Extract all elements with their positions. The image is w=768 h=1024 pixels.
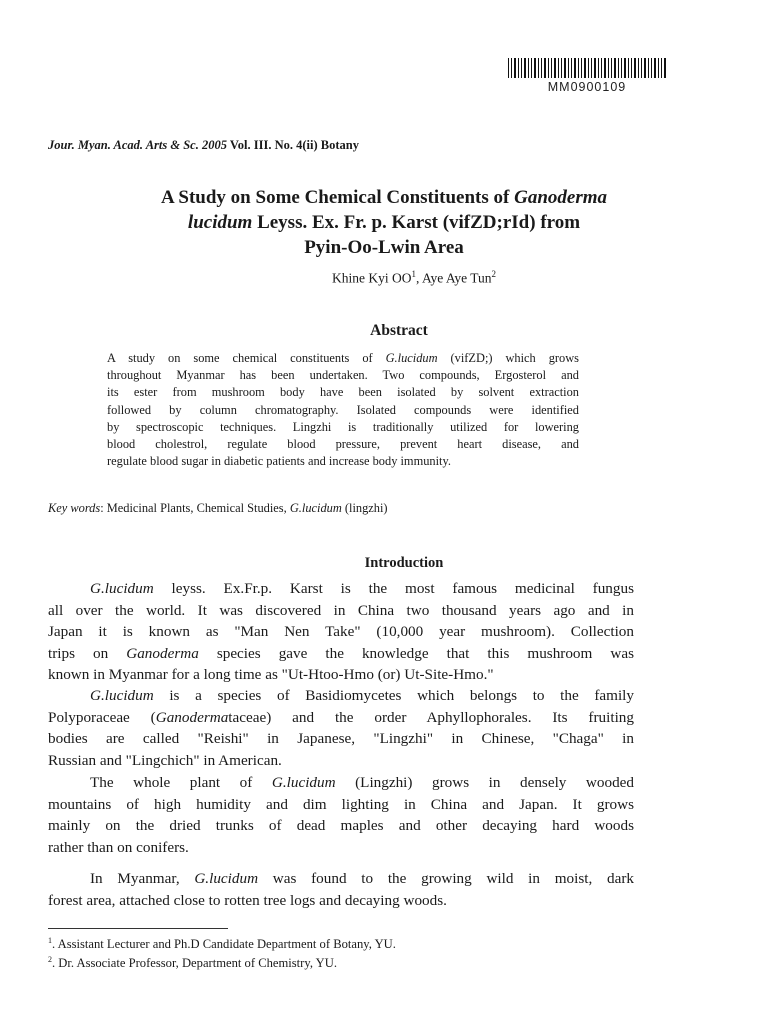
barcode-bar — [574, 58, 576, 78]
barcode — [508, 58, 666, 78]
intro-paragraph-3 — [48, 772, 634, 858]
author-2: Aye Aye Tun — [421, 270, 492, 286]
author-separator: , — [415, 270, 422, 286]
barcode-bar — [614, 58, 616, 78]
barcode-bar — [564, 58, 566, 78]
journal-name: Jour. Myan. Acad. Arts & Sc. 2005 — [48, 138, 227, 152]
footnote-divider — [48, 928, 228, 929]
keywords-label: Key words — [48, 501, 101, 515]
paragraph-line: known in Myanmar for a long time as "Ut-Htoo-Hmo (or) Ut-Site-Hmo." — [48, 666, 494, 683]
paragraph-line: The whole plant of G.lucidum (Lingzhi) grows in densely wooded — [90, 774, 634, 791]
keywords — [48, 501, 388, 516]
abstract-body — [107, 350, 579, 470]
intro-paragraph-4 — [48, 868, 634, 911]
author-2-mark: 2 — [491, 269, 497, 279]
barcode-bar — [628, 58, 629, 78]
title-species: lucidum — [187, 212, 253, 233]
paragraph-line: all over the world. It was discovered in China two thousand years ago and in — [48, 601, 634, 619]
barcode-bar — [644, 58, 646, 78]
abstract-line: A study on some chemical constituents of G.lucidum (vifZD;) which grows — [107, 351, 579, 365]
barcode-bar — [618, 58, 619, 78]
intro-paragraph-2 — [48, 685, 634, 771]
barcode-bar — [664, 58, 666, 78]
barcode-bar — [578, 58, 579, 78]
barcode-bar — [641, 58, 642, 78]
barcode-bar — [621, 58, 622, 78]
barcode-bar — [558, 58, 559, 78]
abstract-line: blood cholestrol, regulate blood pressure, prevent heart disease, and — [107, 437, 579, 452]
title-part2: Leyss. Ex. Fr. p. Karst (vifZD;rId) from — [252, 212, 581, 233]
barcode-label: MM0900109 — [547, 80, 627, 94]
paragraph-line: G.lucidum leyss. Ex.Fr.p. Karst is the most famous medicinal fungus — [90, 580, 634, 597]
barcode-bar — [551, 58, 552, 78]
abstract-line: regulate blood sugar in diabetic patients and increase body immunity. — [107, 454, 451, 469]
barcode-bar — [651, 58, 652, 78]
barcode-bar — [601, 58, 602, 78]
barcode-bar — [531, 58, 532, 78]
paragraph-line: mountains of high humidity and dim lighting in China and Japan. It grows — [48, 795, 634, 813]
paragraph-line: trips on Ganoderma species gave the knowledge that this mushroom was — [48, 644, 634, 662]
journal-citation — [48, 138, 359, 153]
barcode-bar — [591, 58, 592, 78]
barcode-bar — [554, 58, 556, 78]
introduction-heading: Introduction — [364, 555, 444, 571]
footnote-2 — [48, 955, 337, 971]
barcode-bar — [654, 58, 656, 78]
barcode-bar — [524, 58, 526, 78]
barcode-bar — [598, 58, 599, 78]
paragraph-line: In Myanmar, G.lucidum was found to the growing wild in moist, dark — [90, 870, 634, 887]
barcode-bar — [588, 58, 589, 78]
paragraph-line: Russian and "Lingchich" in American. — [48, 751, 282, 769]
barcode-bar — [648, 58, 649, 78]
barcode-bar — [534, 58, 536, 78]
barcode-bar — [638, 58, 639, 78]
author-1-mark: 1 — [411, 269, 416, 279]
barcode-bar — [661, 58, 662, 78]
intro-paragraph-1 — [48, 578, 634, 686]
footnote-2-text: . Dr. Associate Professor, Department of Chemistry, YU. — [52, 956, 338, 971]
barcode-bar — [568, 58, 569, 78]
barcode-bar — [594, 58, 596, 78]
barcode-bar — [624, 58, 626, 78]
title-genus: Ganoderma — [514, 187, 608, 208]
paragraph-line: forest area, attached close to rotten tree logs and decaying woods. — [48, 891, 447, 909]
barcode-bar — [538, 58, 539, 78]
barcode-bar — [511, 58, 512, 78]
abstract-line: followed by column chromatography. Isolated compounds were identified — [107, 402, 579, 417]
barcode-bar — [571, 58, 572, 78]
barcode-bar — [631, 58, 632, 78]
keywords-text: : Medicinal Plants, Chemical Studies, G.lucidum (lingzhi) — [100, 501, 388, 515]
barcode-bar — [541, 58, 542, 78]
barcode-bar — [521, 58, 522, 78]
paragraph-line: Japan it is known as "Man Nen Take" (10,000 year mushroom). Collection — [48, 623, 634, 640]
barcode-bar — [611, 58, 612, 78]
paragraph-line: bodies are called "Reishi" in Japanese, "Lingzhi" in Chinese, "Chaga" in — [48, 730, 634, 747]
footnote-2-mark: 2 — [48, 955, 52, 964]
abstract-line: throughout Myanmar has been undertaken. Two compounds, Ergosterol and — [107, 368, 579, 383]
barcode-bar — [604, 58, 606, 78]
footnote-1-text: . Assistant Lecturer and Ph.D Candidate Department of Botany, YU. — [52, 937, 396, 952]
barcode-bar — [548, 58, 549, 78]
barcode-bar — [634, 58, 636, 78]
footnote-1 — [48, 936, 396, 952]
barcode-bar — [581, 58, 582, 78]
abstract-line: its ester from mushroom body have been isolated by solvent extraction — [107, 385, 579, 400]
footnote-1-mark: 1 — [48, 936, 52, 945]
barcode-bar — [584, 58, 586, 78]
paper-title — [60, 185, 708, 260]
barcode-bar — [544, 58, 546, 78]
author-1: Khine Kyi OO — [331, 270, 412, 286]
paragraph-line: Polyporaceae (Ganodermataceae) and the order Aphyllophorales. Its fruiting — [48, 708, 634, 726]
abstract-heading: Abstract — [370, 322, 428, 339]
barcode-bar — [561, 58, 562, 78]
barcode-bar — [518, 58, 519, 78]
journal-volume: Vol. III. No. 4(ii) Botany — [229, 138, 359, 152]
barcode-bar — [514, 58, 516, 78]
barcode-bar — [608, 58, 609, 78]
title-part1: A Study on Some Chemical Constituents of — [160, 187, 515, 208]
barcode-bar — [528, 58, 529, 78]
abstract-line: by spectroscopic techniques. Lingzhi is traditionally utilized for lowering — [107, 419, 579, 434]
authors — [0, 269, 768, 287]
paragraph-line: mainly on the dried trunks of dead maples and other decaying hard woods — [48, 817, 634, 834]
barcode-bar — [658, 58, 659, 78]
barcode-bar — [508, 58, 509, 78]
title-part3: Pyin-Oo-Lwin Area — [304, 237, 464, 258]
paragraph-line: G.lucidum is a species of Basidiomycetes which belongs to the family — [90, 687, 634, 704]
paragraph-line: rather than on conifers. — [48, 838, 189, 856]
